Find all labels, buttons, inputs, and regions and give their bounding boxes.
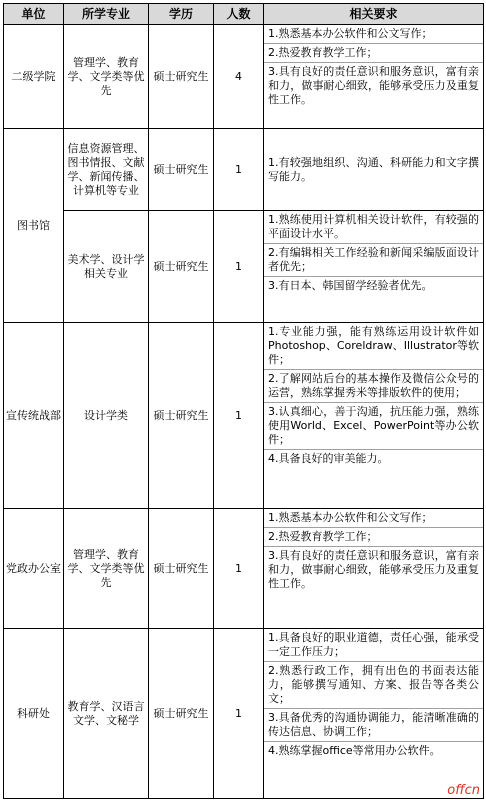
requirements-cell xyxy=(264,129,484,211)
degree-cell: 硕士研究生 xyxy=(149,629,214,799)
header-count: 人数 xyxy=(214,4,264,25)
degree-cell: 硕士研究生 xyxy=(149,323,214,509)
degree-cell: 硕士研究生 xyxy=(149,25,214,129)
requirement-item: 3.具有良好的责任意识和服务意识，富有亲和力，做事耐心细致，能够承受压力及重复性工作。 xyxy=(268,65,479,106)
requirements-cell xyxy=(264,629,484,799)
count-cell: 1 xyxy=(214,323,264,509)
degree-cell: 硕士研究生 xyxy=(149,509,214,629)
major-cell: 美术学、设计学相关专业 xyxy=(64,211,149,323)
requirement-item: 1.具备良好的职业道德，责任心强，能承受一定工作压力； xyxy=(264,629,483,662)
major-cell: 设计学类 xyxy=(64,323,149,509)
header-degree: 学历 xyxy=(149,4,214,25)
table-row xyxy=(4,129,484,211)
unit-cell: 科研处 xyxy=(4,629,64,799)
requirement-item: 1.熟悉基本办公软件和公文写作； xyxy=(264,25,483,44)
requirement-item: 3.具备优秀的沟通协调能力，能清晰准确的传达信息、协调工作； xyxy=(264,709,483,742)
requirement-item: 1.专业能力强，能有熟练运用设计软件如Photoshop、Coreldraw、Illustrator等软件； xyxy=(264,323,483,370)
major-cell: 管理学、教育学、文学类等优先 xyxy=(64,25,149,129)
count-cell: 1 xyxy=(214,629,264,799)
count-cell: 4 xyxy=(214,25,264,129)
requirement-item: 3.具有良好的责任意识和服务意识，富有亲和力，做事耐心细致，能够承受压力及重复性工作。 xyxy=(268,549,479,590)
header-unit: 单位 xyxy=(4,4,64,25)
watermark-logo: offcn xyxy=(447,783,480,798)
requirements-cell xyxy=(264,509,484,629)
requirement-item: 4.具备良好的审美能力。 xyxy=(268,452,389,465)
unit-cell: 二级学院 xyxy=(4,25,64,129)
table-row xyxy=(4,211,484,323)
count-cell: 1 xyxy=(214,129,264,211)
table-row xyxy=(4,323,484,509)
header-requirements: 相关要求 xyxy=(264,4,484,25)
unit-cell: 图书馆 xyxy=(4,129,64,323)
requirements-cell xyxy=(264,25,484,129)
table-row xyxy=(4,629,484,799)
degree-cell: 硕士研究生 xyxy=(149,211,214,323)
recruitment-table xyxy=(3,3,484,799)
table-row xyxy=(4,25,484,129)
requirement-item: 1.熟悉基本办公软件和公文写作； xyxy=(264,509,483,528)
unit-cell: 党政办公室 xyxy=(4,509,64,629)
major-cell: 教育学、汉语言文学、文秘学 xyxy=(64,629,149,799)
header-major: 所学专业 xyxy=(64,4,149,25)
requirement-item: 1.有较强地组织、沟通、科研能力和文字撰写能力。 xyxy=(268,155,479,183)
requirement-item: 2.热爱教育教学工作； xyxy=(264,528,483,547)
requirement-item: 2.了解网站后台的基本操作及微信公众号的运营，熟练掌握秀米等排版软件的使用； xyxy=(264,370,483,403)
degree-cell: 硕士研究生 xyxy=(149,129,214,211)
requirement-item: 4.熟练掌握office等常用办公软件。 xyxy=(268,744,441,757)
major-cell: 管理学、教育学、文学类等优先 xyxy=(64,509,149,629)
major-cell: 信息资源管理、图书情报、文献学、新闻传播、计算机等专业 xyxy=(64,129,149,211)
requirements-cell xyxy=(264,211,484,323)
requirement-item: 3.有日本、韩国留学经验者优先。 xyxy=(268,279,433,292)
unit-cell: 宣传统战部 xyxy=(4,323,64,509)
header-row xyxy=(4,4,484,25)
requirement-item: 2.熟悉行政工作，拥有出色的书面表达能力，能够撰写通知、方案、报告等各类公文； xyxy=(264,662,483,709)
requirements-cell xyxy=(264,323,484,509)
count-cell: 1 xyxy=(214,211,264,323)
requirement-item: 2.热爱教育教学工作； xyxy=(264,44,483,63)
count-cell: 1 xyxy=(214,509,264,629)
requirement-item: 3.认真细心，善于沟通，抗压能力强，熟练使用World、Excel、PowerPoint等办公软件； xyxy=(264,403,483,450)
table-row xyxy=(4,509,484,629)
requirement-item: 2.有编辑相关工作经验和新闻采编版面设计者优先； xyxy=(264,244,483,277)
requirement-item: 1.熟练使用计算机相关设计软件，有较强的平面设计水平。 xyxy=(264,211,483,244)
